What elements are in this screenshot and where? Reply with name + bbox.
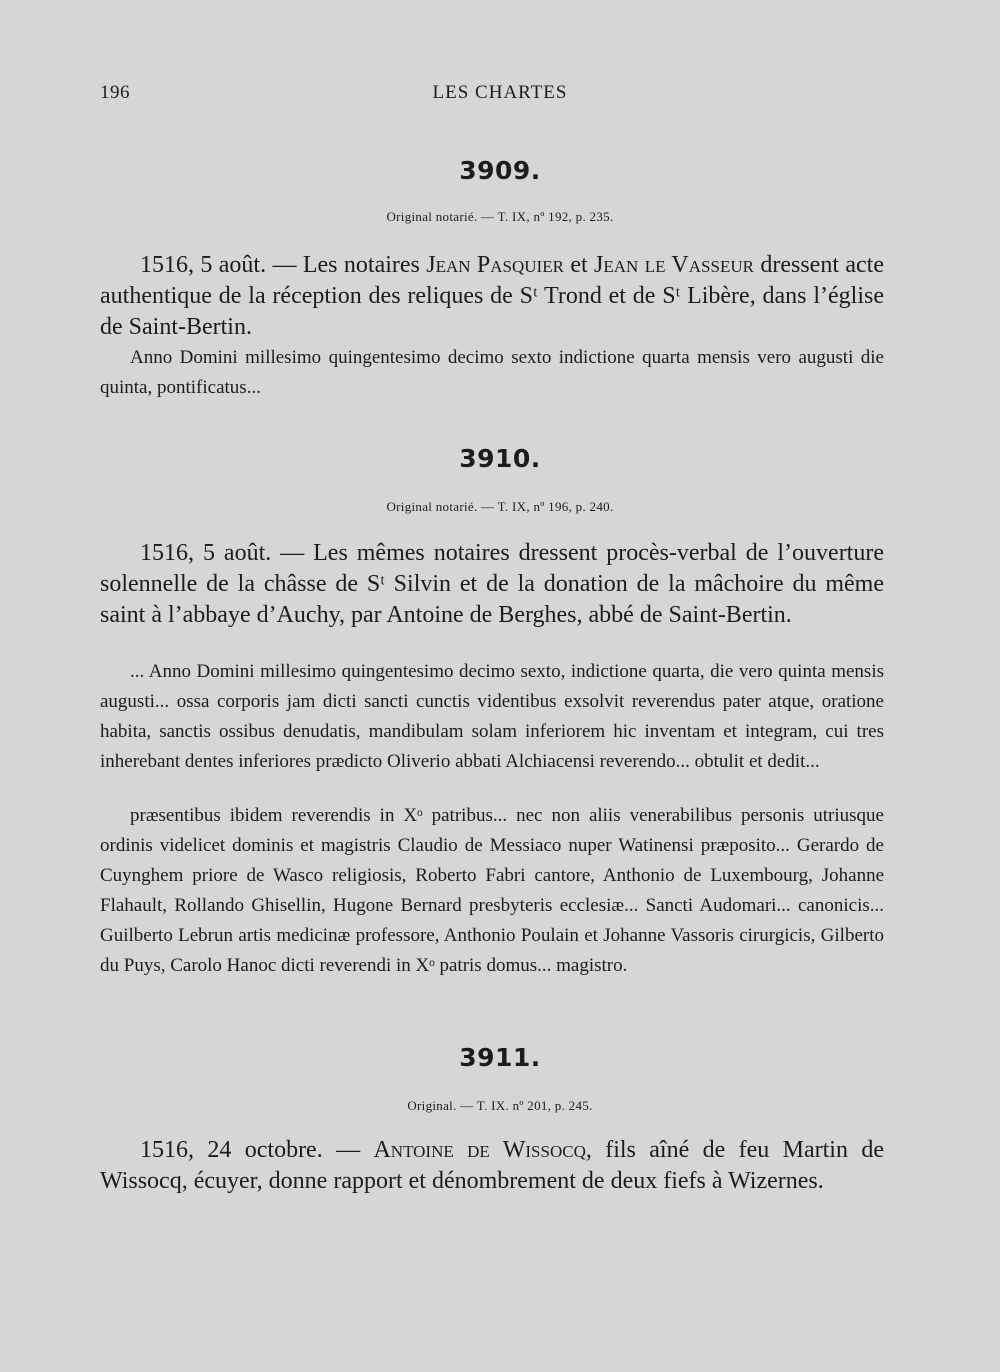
regest-text: et	[563, 252, 595, 278]
source-line-3910: Original notarié. — T. IX, nº 196, p. 240.	[386, 499, 614, 514]
source-line-3909: Original notarié. — T. IX, nº 192, p. 235.	[386, 209, 614, 224]
source-line-3911: Original. — T. IX. nº 201, p. 245.	[407, 1098, 593, 1113]
person-name: Antoine de Wissocq	[373, 1137, 586, 1163]
page-number: 196	[100, 82, 130, 103]
notary-name: Jean le Vasseur	[594, 252, 754, 278]
notary-name: Jean Pasquier	[426, 252, 564, 278]
running-title: LES CHARTES	[432, 82, 568, 103]
regest-text: Les notaires	[296, 252, 427, 278]
regest-date: 1516, 5 août. —	[140, 252, 297, 278]
entry-number-3909: 3909.	[459, 156, 541, 185]
regest-text: dressent acte authentique de la réception des reliques de Sᵗ Trond et de Sᵗ Libère, dans l’église de Saint-Bertin.	[100, 252, 884, 340]
running-head	[100, 82, 900, 112]
entry-number-3911: 3911.	[459, 1043, 541, 1072]
regest-3910: 1516, 5 août. — Les mêmes notaires dressent procès-verbal de l’ouverture solennelle de la châsse de Sᵗ Silvin et de la donation de la mâchoire du même saint à l’abbaye d’Auchy, par Antoine de Berghes, abbé de Saint-Bertin.	[100, 540, 884, 628]
regest-date: 1516, 24 octobre. —	[140, 1137, 361, 1163]
regest-3911	[100, 1135, 884, 1197]
latin-extract-3910-b: præsentibus ibidem reverendis in Xᵒ patribus... nec non aliis venerabilibus personis utriusque ordinis videlicet dominis et magistris Claudio de Messiaco nuper Watinensi præposito... Gerardo de Cuynghem priore de Wasco religiosis, Roberto Fabri cantore, Anthonio de Luxembourg, Johanne Flahault, Rollando Ghisellin, Hugone Bernard presbyteris ecclesiæ... Sancti Audomari... canonicis... Guilberto Lebrun artis medicinæ professore, Anthonio Poulain et Johanne Vassoris cirurgicis, Gilberto du Puys, Carolo Hanoc dicti reverendi in Xᵒ patris domus... magistro.	[100, 805, 884, 976]
entry-number-3910: 3910.	[459, 444, 541, 473]
latin-extract-3910-a: ... Anno Domini millesimo quingentesimo decimo sexto, indictione quarta, die vero quinta mensis augusti... ossa corporis jam dicti sancti cunctis videntibus exsolvit reverendus pater atque, oratione habita, sanctis ossibus denudatis, mandibulam solam inferiorem hic inventam et integram, cui tres inherebant dentes inferiores prædicto Oliverio abbati Alchiacensi reverendo... obtulit et dedit...	[100, 661, 884, 772]
latin-extract-3909: Anno Domini millesimo quingentesimo decimo sexto indictione quarta mensis vero augusti die quinta, pontificatus...	[100, 347, 884, 398]
regest-text: , fils aîné de feu Martin de Wissocq, écuyer, donne rapport et dénombrement de deux fiefs à Wizernes.	[100, 1137, 884, 1194]
regest-3909	[100, 250, 884, 343]
